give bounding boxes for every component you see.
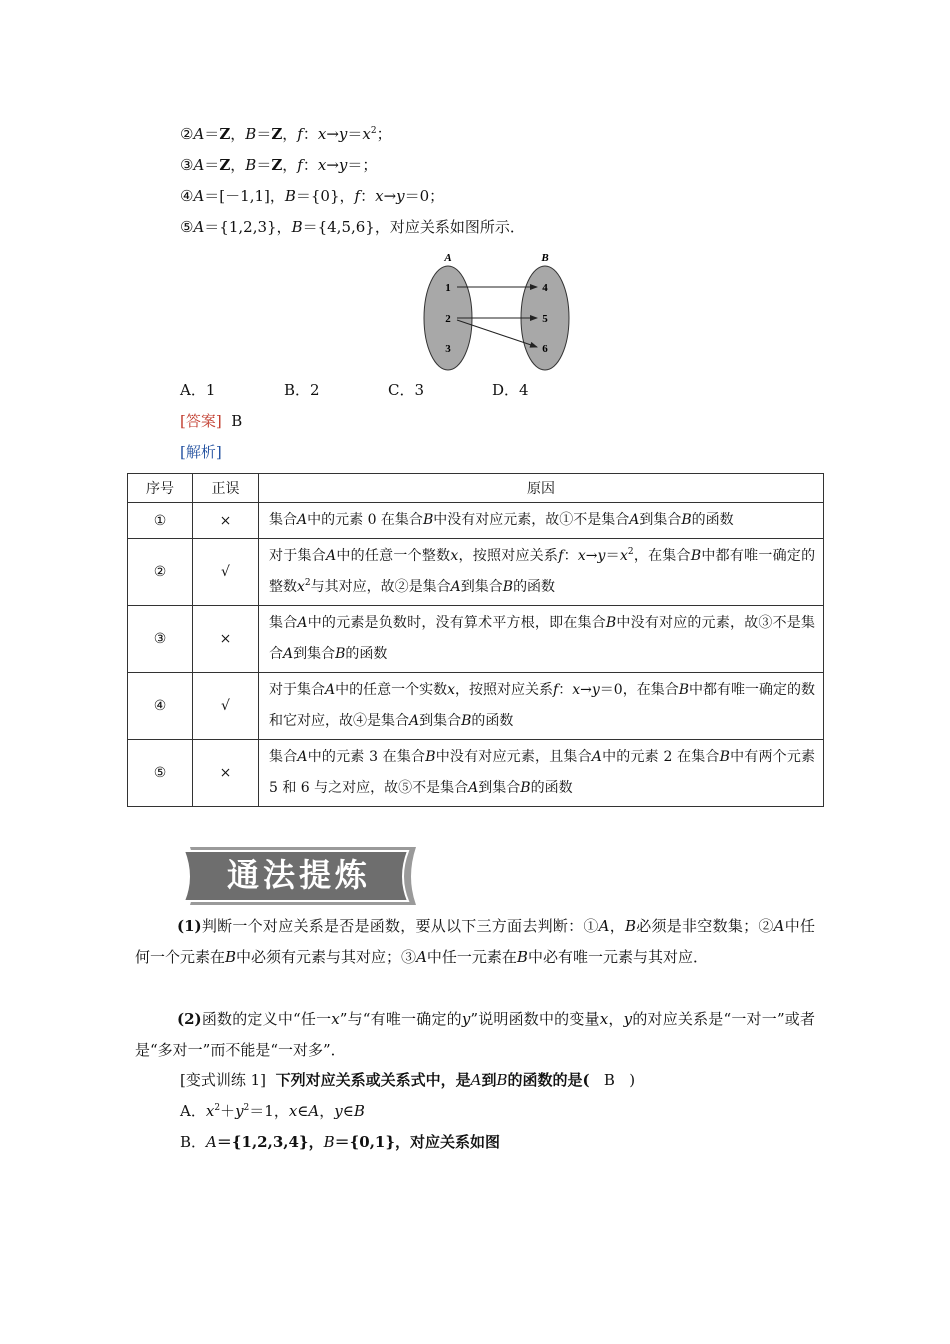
row-mark: ×	[193, 740, 259, 807]
mapping-diagram	[415, 248, 585, 374]
table-row	[128, 606, 824, 673]
set-a-label: A	[444, 252, 452, 264]
row-num: ④	[128, 673, 193, 740]
table-row	[128, 503, 824, 539]
set-b-label: B	[541, 252, 549, 264]
row-num: ⑤	[128, 740, 193, 807]
answer-value: B	[231, 412, 243, 430]
row-num: ③	[128, 606, 193, 673]
item-3: ③A＝Z，B＝Z，f：x→y＝；	[180, 156, 378, 174]
row-mark: √	[193, 539, 259, 606]
row-num: ②	[128, 539, 193, 606]
item-2: ②A＝Z，B＝Z，f：$x\to y=x^2$；	[180, 125, 392, 143]
row-num: ①	[128, 503, 193, 539]
table-row	[128, 673, 824, 740]
table-row	[128, 740, 824, 807]
option-b: B．2	[284, 381, 320, 399]
exercise-option-b: B．A＝{1,2,3,4}，B＝{0,1}，对应关系如图	[180, 1133, 501, 1151]
header-mark: 正误	[193, 474, 259, 503]
answer-label: [答案]	[180, 412, 222, 430]
table-header-row	[128, 474, 824, 503]
table-row	[128, 539, 824, 606]
set-a-element: 3	[445, 343, 451, 355]
header-reason: 原因	[259, 474, 824, 503]
set-b-element: 5	[542, 313, 548, 325]
banner-title: 通法提炼	[226, 856, 371, 894]
answer-line	[180, 411, 242, 431]
method-paragraph-2: (2)函数的定义中“任一x”与“有唯一确定的y”说明函数中的变量x，y的对应关系是“一对一”或者是“多对一”而不能是“一对多”．	[135, 1010, 816, 1059]
row-reason: 对于集合A中的任意一个整数x，按照对应关系f：$x\to y=x^2$，在集合B中都有唯一确定的整数$x^2$与其对应，故②是集合A到集合B的函数	[259, 539, 824, 606]
option-c: C．3	[388, 381, 425, 399]
set-b-element: 4	[542, 282, 548, 294]
exercise-question: [变式训练 1] 下列对应关系或关系式中，是A到B的函数的是( B )	[180, 1071, 636, 1089]
analysis-label: [解析]	[180, 443, 222, 461]
set-a-element: 1	[445, 282, 451, 294]
row-mark: ×	[193, 606, 259, 673]
option-a: A．1	[180, 381, 216, 399]
row-reason: 对于集合A中的任意一个实数x，按照对应关系f：x→y＝0，在集合B中都有唯一确定的数和它对应，故④是集合A到集合B的函数	[259, 673, 824, 740]
exercise-option-a: A．$x^2+y^2=1$，x∈A，y∈B	[180, 1102, 365, 1120]
row-mark: ×	[193, 503, 259, 539]
item-5: ⑤A＝{1,2,3}，B＝{4,5,6}，对应关系如图所示．	[180, 218, 525, 236]
set-a-element: 2	[445, 313, 451, 325]
header-num: 序号	[128, 474, 193, 503]
row-mark: √	[193, 673, 259, 740]
option-d: D．4	[492, 381, 529, 399]
row-reason: 集合A中的元素 3 在集合B中没有对应元素，且集合A中的元素 2 在集合B中有两个元素 5 和 6 与之对应，故⑤不是集合A到集合B的函数	[259, 740, 824, 807]
set-b-element: 6	[542, 343, 548, 355]
item-4: ④A＝[－1,1]，B＝{0}，f：x→y＝0；	[180, 187, 445, 205]
row-reason: 集合A中的元素是负数时，没有算术平方根，即在集合B中没有对应的元素，故③不是集合A到集合B的函数	[259, 606, 824, 673]
analysis-table	[127, 473, 824, 807]
exercise-answer: B	[603, 1071, 615, 1089]
method-paragraph-1: (1)判断一个对应关系是否是函数，要从以下三方面去判断：①A，B必须是非空数集；②A中任何一个元素在B中必须有元素与其对应；③A中任一元素在B中必有唯一元素与其对应．	[135, 917, 815, 966]
row-reason: 集合A中的元素 0 在集合B中没有对应元素，故①不是集合A到集合B的函数	[259, 503, 824, 539]
